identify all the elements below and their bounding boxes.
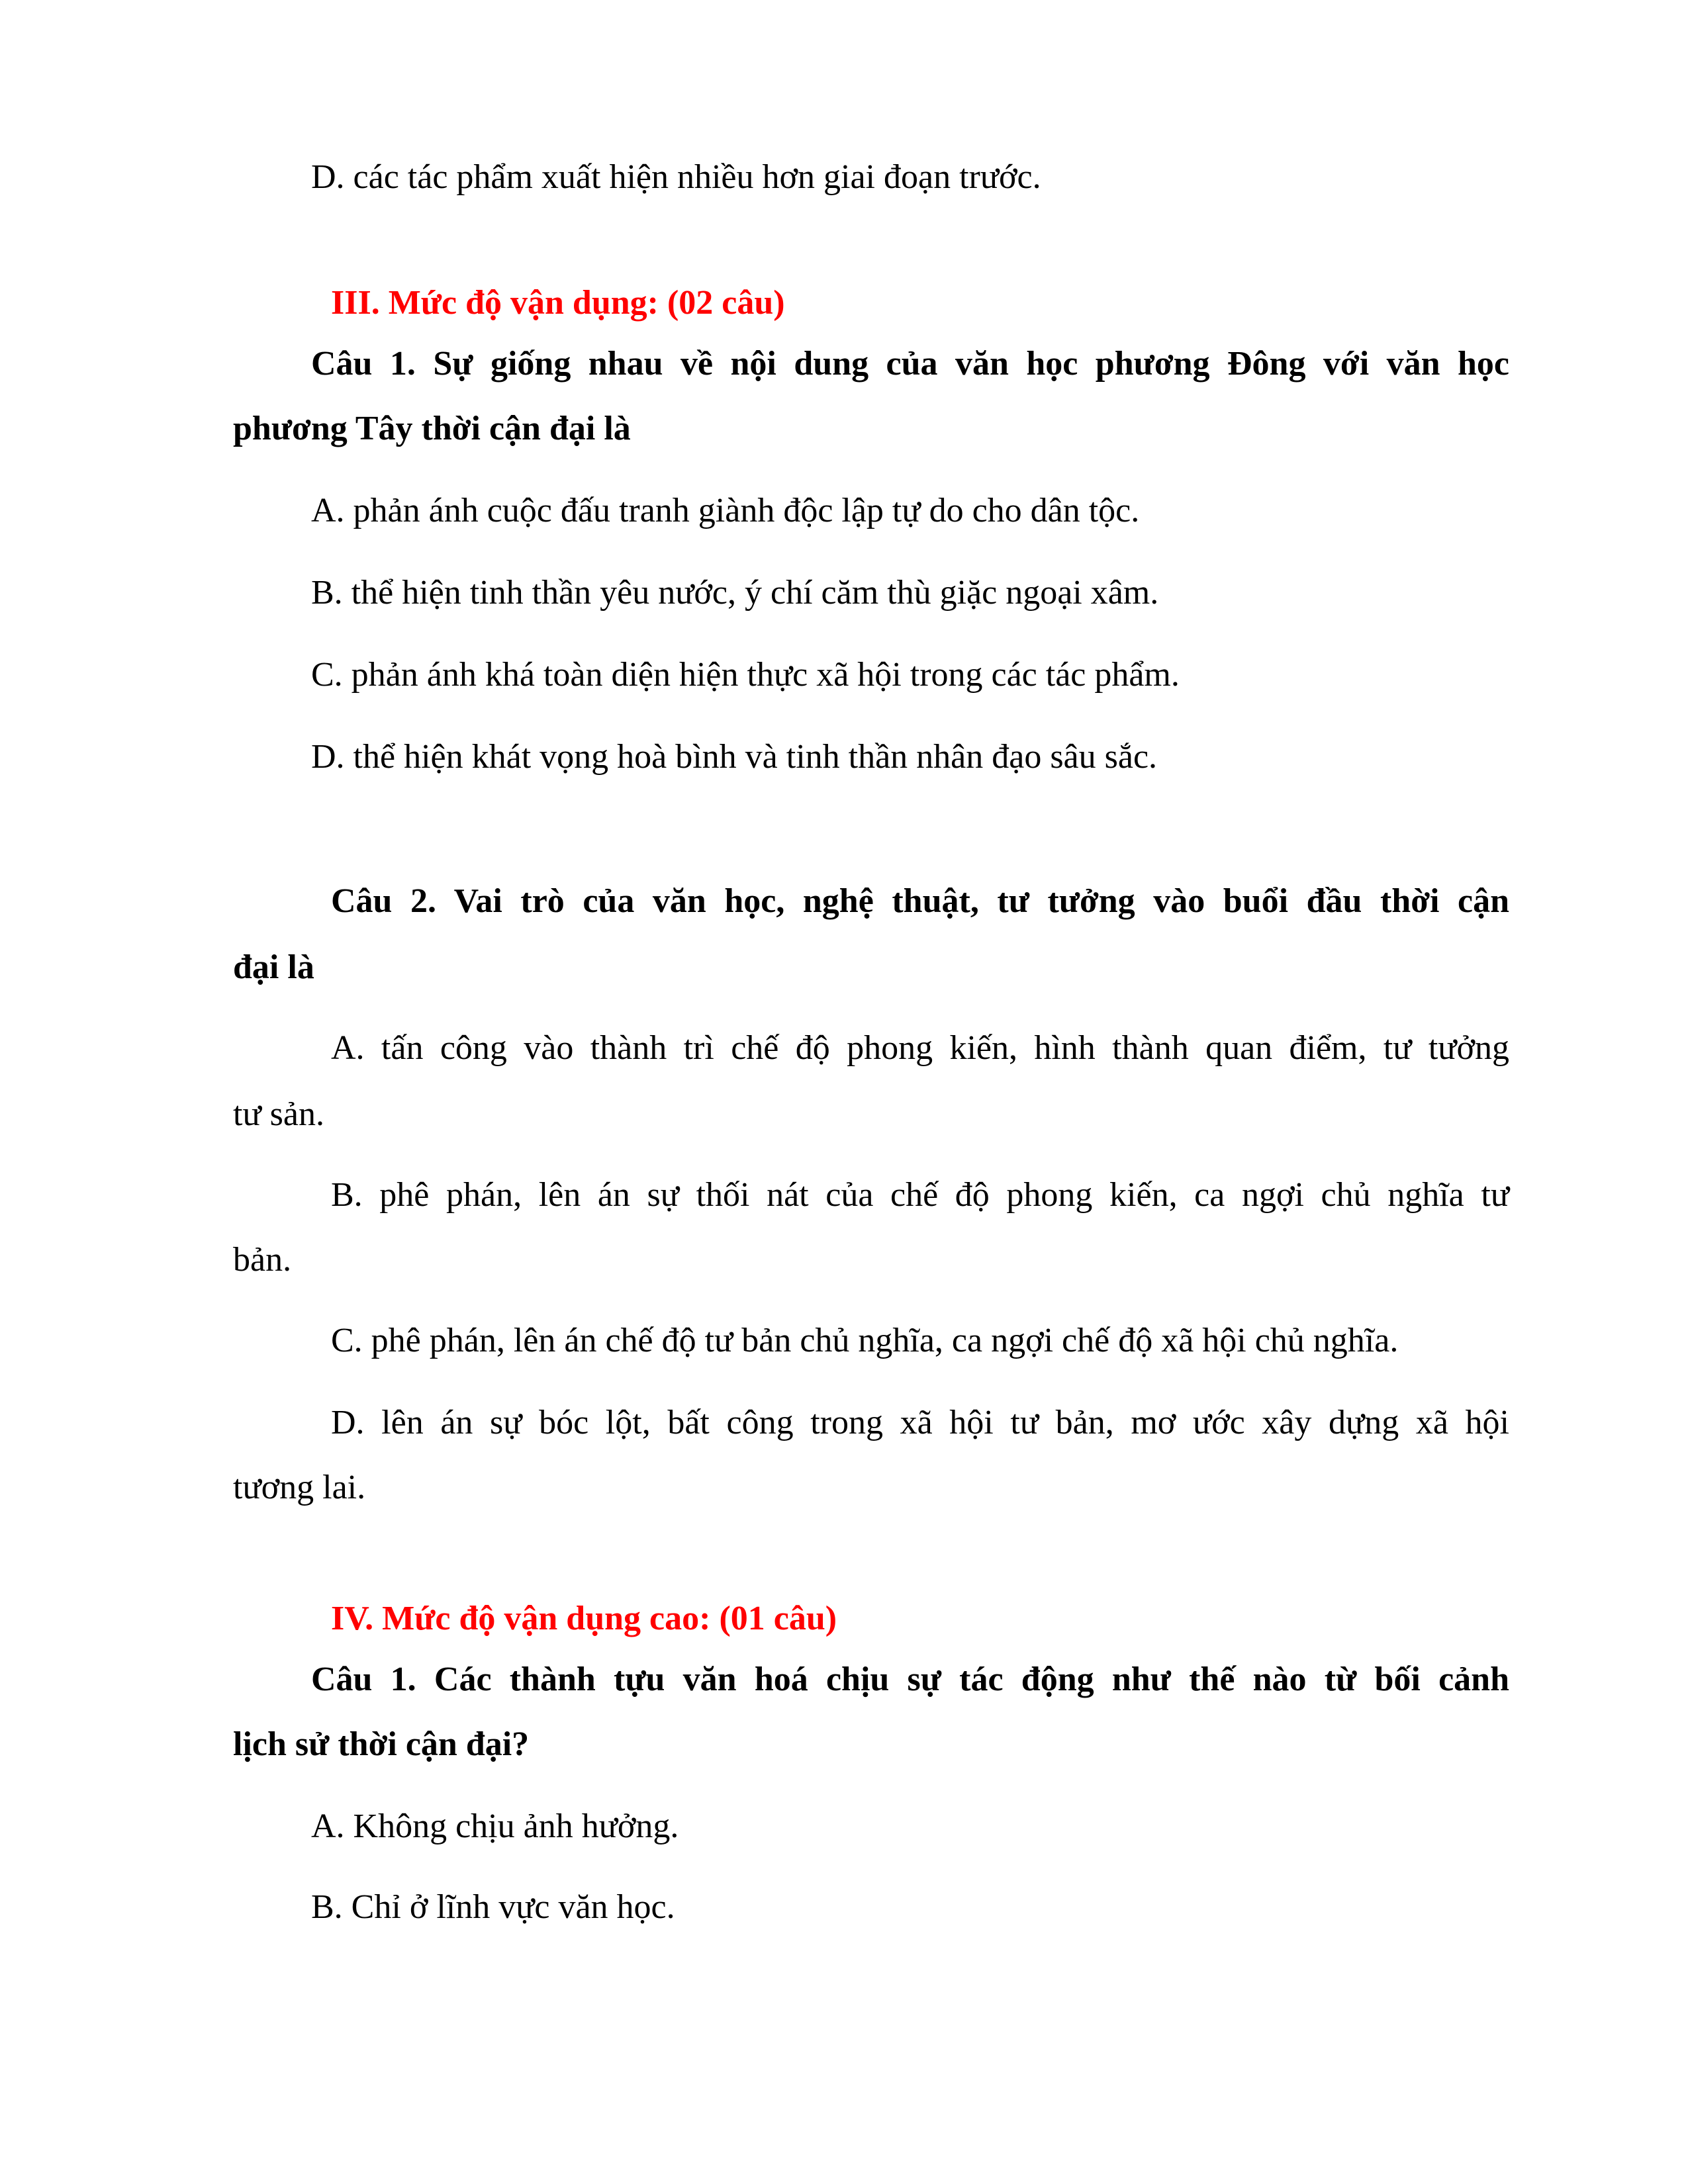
- section-4-heading: IV. Mức độ vận dụng cao: (01 câu): [331, 1600, 837, 1637]
- s3-q2-option-a-line1: A. tấn công vào thành trì chế độ phong kiến, hình thành quan điểm, tư tưởng: [331, 1029, 1509, 1067]
- s3-q1-line2: phương Tây thời cận đại là: [233, 410, 631, 447]
- s3-q2-option-b-line1: B. phê phán, lên án sự thối nát của chế độ phong kiến, ca ngợi chủ nghĩa tư: [331, 1176, 1509, 1214]
- s3-q2-option-c: C. phê phán, lên án chế độ tư bản chủ nghĩa, ca ngợi chế độ xã hội chủ nghĩa.: [331, 1322, 1399, 1359]
- s3-q1-option-c: C. phản ánh khá toàn diện hiện thực xã hội trong các tác phẩm.: [311, 656, 1180, 694]
- section-3-heading: III. Mức độ vận dụng: (02 câu): [331, 284, 785, 322]
- prev-option-d: D. các tác phẩm xuất hiện nhiều hơn giai đoạn trước.: [311, 158, 1041, 196]
- s3-q2-option-b-line2: bản.: [233, 1241, 292, 1279]
- s3-q2-option-d-line2: tương lai.: [233, 1469, 366, 1506]
- s3-q1-line1: Câu 1. Sự giống nhau về nội dung của văn học phương Đông với văn học: [311, 345, 1509, 383]
- s3-q1-option-a: A. phản ánh cuộc đấu tranh giành độc lập tự do cho dân tộc.: [311, 492, 1140, 529]
- s3-q2-option-a-line2: tư sản.: [233, 1095, 324, 1133]
- s4-q1-line2: lịch sử thời cận đại?: [233, 1725, 530, 1763]
- s4-q1-option-a: A. Không chịu ảnh hưởng.: [311, 1807, 679, 1845]
- s4-q1-option-b: B. Chỉ ở lĩnh vực văn học.: [311, 1888, 675, 1926]
- s4-q1-line1: Câu 1. Các thành tựu văn hoá chịu sự tác động như thế nào từ bối cảnh: [311, 1661, 1509, 1698]
- s3-q1-option-d: D. thể hiện khát vọng hoà bình và tinh thần nhân đạo sâu sắc.: [311, 738, 1158, 776]
- s3-q1-option-b: B. thể hiện tinh thần yêu nước, ý chí căm thù giặc ngoại xâm.: [311, 574, 1159, 612]
- s3-q2-option-d-line1: D. lên án sự bóc lột, bất công trong xã hội tư bản, mơ ước xây dựng xã hội: [331, 1404, 1509, 1441]
- s3-q2-line2: đại là: [233, 948, 314, 986]
- s3-q2-line1: Câu 2. Vai trò của văn học, nghệ thuật, tư tưởng vào buổi đầu thời cận: [331, 882, 1509, 920]
